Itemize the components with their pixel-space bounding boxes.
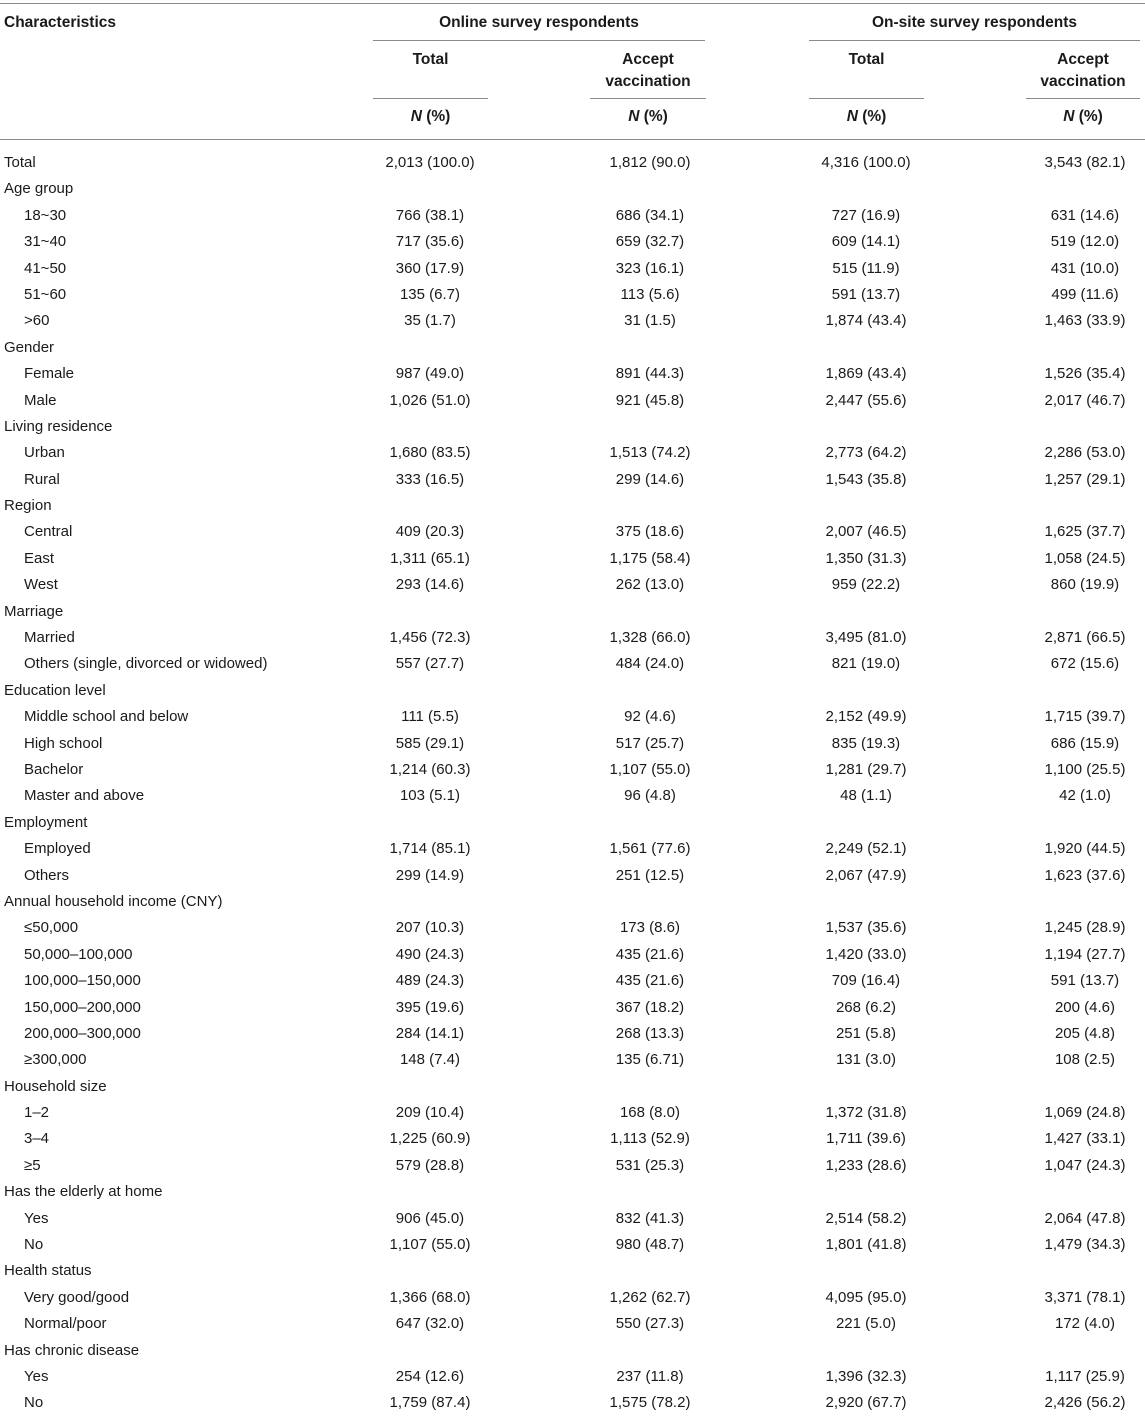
online-total-cell: 717 (35.6) bbox=[395, 233, 465, 251]
online-total-cell: 490 (24.3) bbox=[395, 945, 465, 963]
table-row bbox=[0, 704, 1145, 730]
row-label: >60 bbox=[24, 312, 50, 330]
online-total-cell: 1,311 (65.1) bbox=[390, 549, 470, 567]
online-total-rule bbox=[373, 98, 488, 99]
row-label: Bachelor bbox=[24, 760, 84, 778]
row-label: 3–4 bbox=[24, 1130, 50, 1148]
row-label: No bbox=[24, 1394, 44, 1412]
onsite-accept-cell: 2,064 (47.8) bbox=[1044, 1209, 1126, 1227]
table-section-row bbox=[0, 1258, 1145, 1284]
table-row bbox=[0, 308, 1145, 334]
row-label: Very good/good bbox=[24, 1288, 130, 1306]
n-suffix: (%) bbox=[421, 108, 451, 125]
table-section-row bbox=[0, 889, 1145, 915]
row-label: Region bbox=[4, 497, 52, 515]
row-label: Urban bbox=[24, 444, 65, 462]
table-row bbox=[0, 731, 1145, 757]
onsite-accept-cell: 42 (1.0) bbox=[1059, 787, 1111, 805]
onsite-total-cell: 2,514 (58.2) bbox=[825, 1209, 907, 1227]
table-row bbox=[0, 1153, 1145, 1179]
table-row bbox=[0, 863, 1145, 889]
onsite-total-cell: 2,249 (52.1) bbox=[825, 840, 907, 858]
online-accept-cell: 1,113 (52.9) bbox=[610, 1130, 690, 1148]
online-total-n-label bbox=[373, 108, 488, 126]
table-row bbox=[0, 915, 1145, 941]
online-total-cell: 299 (14.9) bbox=[395, 866, 465, 884]
online-accept-cell: 1,561 (77.6) bbox=[609, 840, 691, 858]
online-accept-cell: 531 (25.3) bbox=[615, 1156, 685, 1174]
onsite-total-cell: 2,447 (55.6) bbox=[825, 391, 907, 409]
row-label: West bbox=[24, 576, 58, 594]
onsite-total-cell: 1,537 (35.6) bbox=[825, 919, 907, 937]
online-total-cell: 293 (14.6) bbox=[395, 576, 465, 594]
onsite-accept-cell: 1,463 (33.9) bbox=[1044, 312, 1126, 330]
row-label: Master and above bbox=[24, 787, 145, 805]
row-label: Has the elderly at home bbox=[4, 1183, 163, 1201]
onsite-accept-cell: 1,427 (33.1) bbox=[1044, 1130, 1126, 1148]
onsite-total-cell: 959 (22.2) bbox=[831, 576, 901, 594]
onsite-accept-cell: 1,920 (44.5) bbox=[1044, 840, 1126, 858]
row-label: ≥300,000 bbox=[24, 1051, 87, 1069]
onsite-group-header: On-site survey respondents bbox=[871, 14, 1077, 31]
onsite-total-cell: 2,067 (47.9) bbox=[825, 866, 907, 884]
online-total-cell: 207 (10.3) bbox=[395, 919, 465, 937]
onsite-accept-cell: 1,194 (27.7) bbox=[1044, 945, 1126, 963]
onsite-total-cell: 1,396 (32.3) bbox=[825, 1367, 907, 1385]
row-label: 50,000–100,000 bbox=[24, 945, 133, 963]
table-body bbox=[0, 150, 1145, 1417]
table-section-row bbox=[0, 599, 1145, 625]
table-row bbox=[0, 572, 1145, 598]
n-letter: N bbox=[1063, 108, 1075, 125]
onsite-accept-cell: 172 (4.0) bbox=[1054, 1315, 1116, 1333]
online-total-cell: 1,214 (60.3) bbox=[389, 760, 471, 778]
onsite-accept-cell: 2,286 (53.0) bbox=[1044, 444, 1126, 462]
row-label: Central bbox=[24, 523, 73, 541]
onsite-total-cell: 131 (3.0) bbox=[835, 1051, 897, 1069]
row-label: Rural bbox=[24, 470, 60, 488]
table-row bbox=[0, 1390, 1145, 1416]
n-letter: N bbox=[410, 108, 422, 125]
online-total-cell: 409 (20.3) bbox=[395, 523, 465, 541]
table-section-row bbox=[0, 176, 1145, 202]
online-accept-cell: 891 (44.3) bbox=[615, 365, 685, 383]
row-label: Employed bbox=[24, 840, 91, 858]
table-row bbox=[0, 282, 1145, 308]
onsite-total-cell: 4,316 (100.0) bbox=[821, 154, 911, 171]
onsite-total-cell: 727 (16.9) bbox=[831, 206, 901, 224]
row-label: 200,000–300,000 bbox=[24, 1024, 141, 1042]
onsite-accept-cell: 1,526 (35.4) bbox=[1044, 365, 1126, 383]
row-label: ≥5 bbox=[24, 1156, 41, 1174]
accept-line1: Accept bbox=[1057, 51, 1109, 68]
onsite-accept-header bbox=[1016, 49, 1145, 93]
table-row bbox=[0, 1126, 1145, 1152]
table-row bbox=[0, 1364, 1145, 1390]
table-section-row bbox=[0, 810, 1145, 836]
online-accept-cell: 268 (13.3) bbox=[615, 1024, 685, 1042]
row-label: Annual household income (CNY) bbox=[4, 892, 223, 910]
online-total-cell: 1,714 (85.1) bbox=[389, 840, 471, 858]
row-label: 31~40 bbox=[24, 233, 67, 251]
n-suffix: (%) bbox=[857, 108, 887, 125]
table-row bbox=[0, 1100, 1145, 1126]
online-accept-cell: 1,575 (78.2) bbox=[609, 1394, 691, 1412]
onsite-total-cell: 835 (19.3) bbox=[831, 734, 901, 752]
onsite-accept-cell: 1,117 (25.9) bbox=[1045, 1367, 1125, 1385]
table-row bbox=[0, 1285, 1145, 1311]
table-row bbox=[0, 440, 1145, 466]
row-label: Household size bbox=[4, 1077, 107, 1095]
onsite-accept-cell: 672 (15.6) bbox=[1050, 655, 1120, 673]
row-label: Female bbox=[24, 365, 75, 383]
onsite-accept-cell: 519 (12.0) bbox=[1050, 233, 1120, 251]
online-total-cell: 111 (5.5) bbox=[401, 708, 459, 726]
online-total-cell: 1,107 (55.0) bbox=[389, 1236, 471, 1254]
online-accept-cell: 367 (18.2) bbox=[615, 998, 685, 1016]
table-row bbox=[0, 625, 1145, 651]
online-accept-n-label bbox=[590, 108, 706, 126]
online-accept-cell: 686 (34.1) bbox=[615, 206, 685, 224]
onsite-accept-cell: 2,871 (66.5) bbox=[1044, 629, 1126, 647]
row-label: Health status bbox=[4, 1262, 92, 1280]
table-row bbox=[0, 1047, 1145, 1073]
onsite-accept-cell: 108 (2.5) bbox=[1054, 1051, 1116, 1069]
row-label: 150,000–200,000 bbox=[24, 998, 141, 1016]
row-label: 51~60 bbox=[24, 285, 67, 303]
online-group-header: Online survey respondents bbox=[439, 14, 639, 31]
row-label: Married bbox=[24, 629, 75, 647]
onsite-total-cell: 1,420 (33.0) bbox=[825, 945, 907, 963]
online-accept-cell: 435 (21.6) bbox=[615, 945, 685, 963]
onsite-accept-cell: 1,479 (34.3) bbox=[1044, 1236, 1126, 1254]
table-row bbox=[0, 783, 1145, 809]
onsite-total-cell: 2,920 (67.7) bbox=[825, 1394, 907, 1412]
onsite-total-cell: 251 (5.8) bbox=[835, 1024, 897, 1042]
online-accept-cell: 168 (8.0) bbox=[619, 1104, 681, 1122]
table-row bbox=[0, 995, 1145, 1021]
table-row bbox=[0, 1311, 1145, 1337]
online-total-cell: 135 (6.7) bbox=[399, 285, 461, 303]
onsite-accept-cell: 1,625 (37.7) bbox=[1044, 523, 1126, 541]
online-accept-cell: 921 (45.8) bbox=[615, 391, 685, 409]
row-label: No bbox=[24, 1236, 44, 1254]
online-accept-cell: 251 (12.5) bbox=[615, 866, 685, 884]
online-accept-cell: 1,328 (66.0) bbox=[609, 629, 691, 647]
online-total-cell: 360 (17.9) bbox=[395, 259, 465, 277]
onsite-accept-cell: 200 (4.6) bbox=[1054, 998, 1116, 1016]
row-label: Gender bbox=[4, 338, 55, 356]
online-accept-cell: 96 (4.8) bbox=[624, 787, 676, 805]
online-total-cell: 585 (29.1) bbox=[395, 734, 465, 752]
onsite-accept-cell: 2,017 (46.7) bbox=[1044, 391, 1126, 409]
header-bottom-rule bbox=[0, 139, 1145, 140]
online-accept-cell: 135 (6.71) bbox=[615, 1051, 685, 1069]
online-accept-cell: 659 (32.7) bbox=[615, 233, 685, 251]
row-label: Education level bbox=[4, 681, 106, 699]
row-label: Total bbox=[4, 154, 36, 171]
onsite-accept-cell: 431 (10.0) bbox=[1050, 259, 1120, 277]
online-accept-cell: 1,513 (74.2) bbox=[609, 444, 691, 462]
online-accept-header bbox=[580, 49, 716, 93]
row-label: High school bbox=[24, 734, 103, 752]
online-total-cell: 579 (28.8) bbox=[395, 1156, 465, 1174]
online-total-cell: 1,680 (83.5) bbox=[389, 444, 471, 462]
online-accept-cell: 113 (5.6) bbox=[620, 285, 680, 303]
online-accept-cell: 435 (21.6) bbox=[615, 972, 685, 990]
onsite-total-cell: 1,869 (43.4) bbox=[825, 365, 907, 383]
table-row bbox=[0, 757, 1145, 783]
row-label: Has chronic disease bbox=[4, 1341, 140, 1359]
online-accept-cell: 484 (24.0) bbox=[615, 655, 685, 673]
row-label: Others (single, divorced or widowed) bbox=[24, 655, 268, 673]
onsite-total-cell: 1,543 (35.8) bbox=[825, 470, 907, 488]
onsite-accept-cell: 1,058 (24.5) bbox=[1044, 549, 1126, 567]
row-label: Yes bbox=[24, 1209, 49, 1227]
onsite-accept-cell: 1,715 (39.7) bbox=[1044, 708, 1126, 726]
online-total-cell: 148 (7.4) bbox=[399, 1051, 461, 1069]
online-total-cell: 395 (19.6) bbox=[395, 998, 465, 1016]
row-label: 100,000–150,000 bbox=[24, 972, 141, 990]
onsite-accept-cell: 591 (13.7) bbox=[1050, 972, 1120, 990]
online-total-cell: 254 (12.6) bbox=[395, 1367, 465, 1385]
n-letter: N bbox=[628, 108, 640, 125]
online-total-cell: 284 (14.1) bbox=[395, 1024, 465, 1042]
table-section-row bbox=[0, 414, 1145, 440]
table-section-row bbox=[0, 1338, 1145, 1364]
table-row bbox=[0, 388, 1145, 414]
online-total-cell: 1,225 (60.9) bbox=[389, 1130, 471, 1148]
onsite-total-cell: 515 (11.9) bbox=[832, 259, 900, 277]
row-label: 41~50 bbox=[24, 259, 67, 277]
onsite-total-cell: 4,095 (95.0) bbox=[825, 1288, 907, 1306]
online-total-cell: 489 (24.3) bbox=[395, 972, 465, 990]
table-row bbox=[0, 651, 1145, 677]
onsite-total-cell: 2,007 (46.5) bbox=[825, 523, 907, 541]
online-accept-cell: 550 (27.3) bbox=[615, 1315, 685, 1333]
online-total-cell: 647 (32.0) bbox=[395, 1315, 465, 1333]
table-row bbox=[0, 361, 1145, 387]
onsite-total-cell: 1,350 (31.3) bbox=[825, 549, 907, 567]
table-row bbox=[0, 203, 1145, 229]
row-label: ≤50,000 bbox=[24, 919, 79, 937]
onsite-accept-cell: 631 (14.6) bbox=[1050, 206, 1120, 224]
onsite-accept-cell: 1,069 (24.8) bbox=[1044, 1104, 1126, 1122]
row-label: Employment bbox=[4, 813, 88, 831]
onsite-total-rule bbox=[809, 98, 924, 99]
table-row bbox=[0, 519, 1145, 545]
table-row bbox=[0, 942, 1145, 968]
online-accept-rule bbox=[590, 98, 706, 99]
onsite-accept-cell: 1,100 (25.5) bbox=[1044, 760, 1126, 778]
onsite-accept-cell: 1,245 (28.9) bbox=[1044, 919, 1126, 937]
onsite-total-cell: 1,874 (43.4) bbox=[825, 312, 907, 330]
onsite-group-rule bbox=[809, 40, 1140, 41]
onsite-accept-cell: 686 (15.9) bbox=[1050, 734, 1120, 752]
table-row bbox=[0, 546, 1145, 572]
onsite-total-cell: 3,495 (81.0) bbox=[825, 629, 907, 647]
table-section-row bbox=[0, 150, 1145, 176]
online-accept-cell: 1,262 (62.7) bbox=[609, 1288, 691, 1306]
table-row bbox=[0, 968, 1145, 994]
row-label: Others bbox=[24, 866, 70, 884]
row-label: Male bbox=[24, 391, 57, 409]
online-accept-cell: 1,107 (55.0) bbox=[609, 760, 691, 778]
n-letter: N bbox=[846, 108, 858, 125]
onsite-total-cell: 48 (1.1) bbox=[840, 787, 892, 805]
onsite-total-cell: 1,711 (39.6) bbox=[826, 1130, 906, 1148]
onsite-accept-n-label bbox=[1026, 108, 1140, 126]
table-section-row bbox=[0, 335, 1145, 361]
online-total-cell: 35 (1.7) bbox=[404, 312, 456, 330]
onsite-accept-cell: 1,047 (24.3) bbox=[1044, 1156, 1126, 1174]
online-total-cell: 766 (38.1) bbox=[395, 206, 465, 224]
n-suffix: (%) bbox=[1074, 108, 1103, 125]
onsite-total-cell: 609 (14.1) bbox=[831, 233, 901, 251]
online-accept-cell: 375 (18.6) bbox=[615, 523, 685, 541]
row-label: Living residence bbox=[4, 417, 113, 435]
characteristics-header: Characteristics bbox=[4, 14, 117, 31]
online-accept-cell: 31 (1.5) bbox=[624, 312, 676, 330]
onsite-accept-cell: 3,543 (82.1) bbox=[1044, 154, 1126, 171]
table-section-row bbox=[0, 678, 1145, 704]
onsite-total-cell: 1,281 (29.7) bbox=[825, 760, 907, 778]
online-accept-cell: 517 (25.7) bbox=[615, 734, 685, 752]
online-total-cell: 103 (5.1) bbox=[399, 787, 461, 805]
onsite-total-cell: 709 (16.4) bbox=[831, 972, 901, 990]
row-label: Marriage bbox=[4, 602, 64, 620]
n-suffix: (%) bbox=[639, 108, 668, 125]
online-total-cell: 1,026 (51.0) bbox=[389, 391, 471, 409]
online-accept-cell: 262 (13.0) bbox=[615, 576, 685, 594]
accept-line2: vaccination bbox=[1040, 73, 1126, 90]
top-rule bbox=[0, 3, 1145, 4]
row-label: 18~30 bbox=[24, 206, 67, 224]
table-row bbox=[0, 1232, 1145, 1258]
online-accept-cell: 299 (14.6) bbox=[615, 470, 685, 488]
online-accept-cell: 980 (48.7) bbox=[615, 1236, 685, 1254]
onsite-total-cell: 1,233 (28.6) bbox=[825, 1156, 907, 1174]
table-row bbox=[0, 229, 1145, 255]
online-accept-cell: 1,812 (90.0) bbox=[609, 154, 691, 171]
table-row bbox=[0, 256, 1145, 282]
online-accept-cell: 237 (11.8) bbox=[616, 1367, 684, 1385]
row-label: Normal/poor bbox=[24, 1315, 107, 1333]
table-row bbox=[0, 1021, 1145, 1047]
onsite-accept-cell: 860 (19.9) bbox=[1050, 576, 1120, 594]
onsite-accept-cell: 1,623 (37.6) bbox=[1044, 866, 1126, 884]
row-label: East bbox=[24, 549, 55, 567]
table-row bbox=[0, 467, 1145, 493]
onsite-accept-cell: 2,426 (56.2) bbox=[1044, 1394, 1126, 1412]
onsite-total-cell: 221 (5.0) bbox=[835, 1315, 897, 1333]
onsite-total-cell: 591 (13.7) bbox=[831, 285, 901, 303]
row-label: Age group bbox=[4, 180, 74, 198]
row-label: 1–2 bbox=[24, 1104, 50, 1122]
online-total-cell: 987 (49.0) bbox=[395, 365, 465, 383]
onsite-total-header: Total bbox=[848, 51, 885, 68]
onsite-total-cell: 268 (6.2) bbox=[835, 998, 897, 1016]
accept-line1: Accept bbox=[622, 51, 674, 68]
onsite-total-n-label bbox=[809, 108, 924, 126]
table-row bbox=[0, 1206, 1145, 1232]
table-section-row bbox=[0, 1179, 1145, 1205]
online-accept-cell: 1,175 (58.4) bbox=[609, 549, 691, 567]
online-total-cell: 557 (27.7) bbox=[395, 655, 465, 673]
onsite-total-cell: 1,801 (41.8) bbox=[825, 1236, 907, 1254]
row-label: Middle school and below bbox=[24, 708, 189, 726]
table-row bbox=[0, 836, 1145, 862]
onsite-total-cell: 2,152 (49.9) bbox=[825, 708, 907, 726]
online-total-cell: 1,366 (68.0) bbox=[389, 1288, 471, 1306]
online-accept-cell: 832 (41.3) bbox=[615, 1209, 685, 1227]
onsite-total-cell: 821 (19.0) bbox=[831, 655, 901, 673]
online-accept-cell: 92 (4.6) bbox=[624, 708, 676, 726]
online-total-cell: 1,456 (72.3) bbox=[389, 629, 471, 647]
row-label: Yes bbox=[24, 1367, 49, 1385]
table-section-row bbox=[0, 493, 1145, 519]
onsite-total-cell: 2,773 (64.2) bbox=[825, 444, 907, 462]
online-total-cell: 906 (45.0) bbox=[395, 1209, 465, 1227]
online-group-rule bbox=[373, 40, 705, 41]
table-section-row bbox=[0, 1074, 1145, 1100]
onsite-accept-cell: 205 (4.8) bbox=[1054, 1024, 1116, 1042]
accept-line2: vaccination bbox=[605, 73, 691, 90]
onsite-accept-cell: 3,371 (78.1) bbox=[1044, 1288, 1126, 1306]
online-accept-cell: 173 (8.6) bbox=[619, 919, 681, 937]
online-total-cell: 209 (10.4) bbox=[395, 1104, 465, 1122]
onsite-accept-cell: 499 (11.6) bbox=[1051, 285, 1119, 303]
online-total-cell: 333 (16.5) bbox=[395, 470, 465, 488]
onsite-total-cell: 1,372 (31.8) bbox=[825, 1104, 907, 1122]
online-total-header: Total bbox=[412, 51, 449, 68]
online-total-cell: 1,759 (87.4) bbox=[389, 1394, 471, 1412]
onsite-accept-rule bbox=[1026, 98, 1140, 99]
online-total-cell: 2,013 (100.0) bbox=[385, 154, 475, 171]
onsite-accept-cell: 1,257 (29.1) bbox=[1044, 470, 1126, 488]
online-accept-cell: 323 (16.1) bbox=[615, 259, 685, 277]
